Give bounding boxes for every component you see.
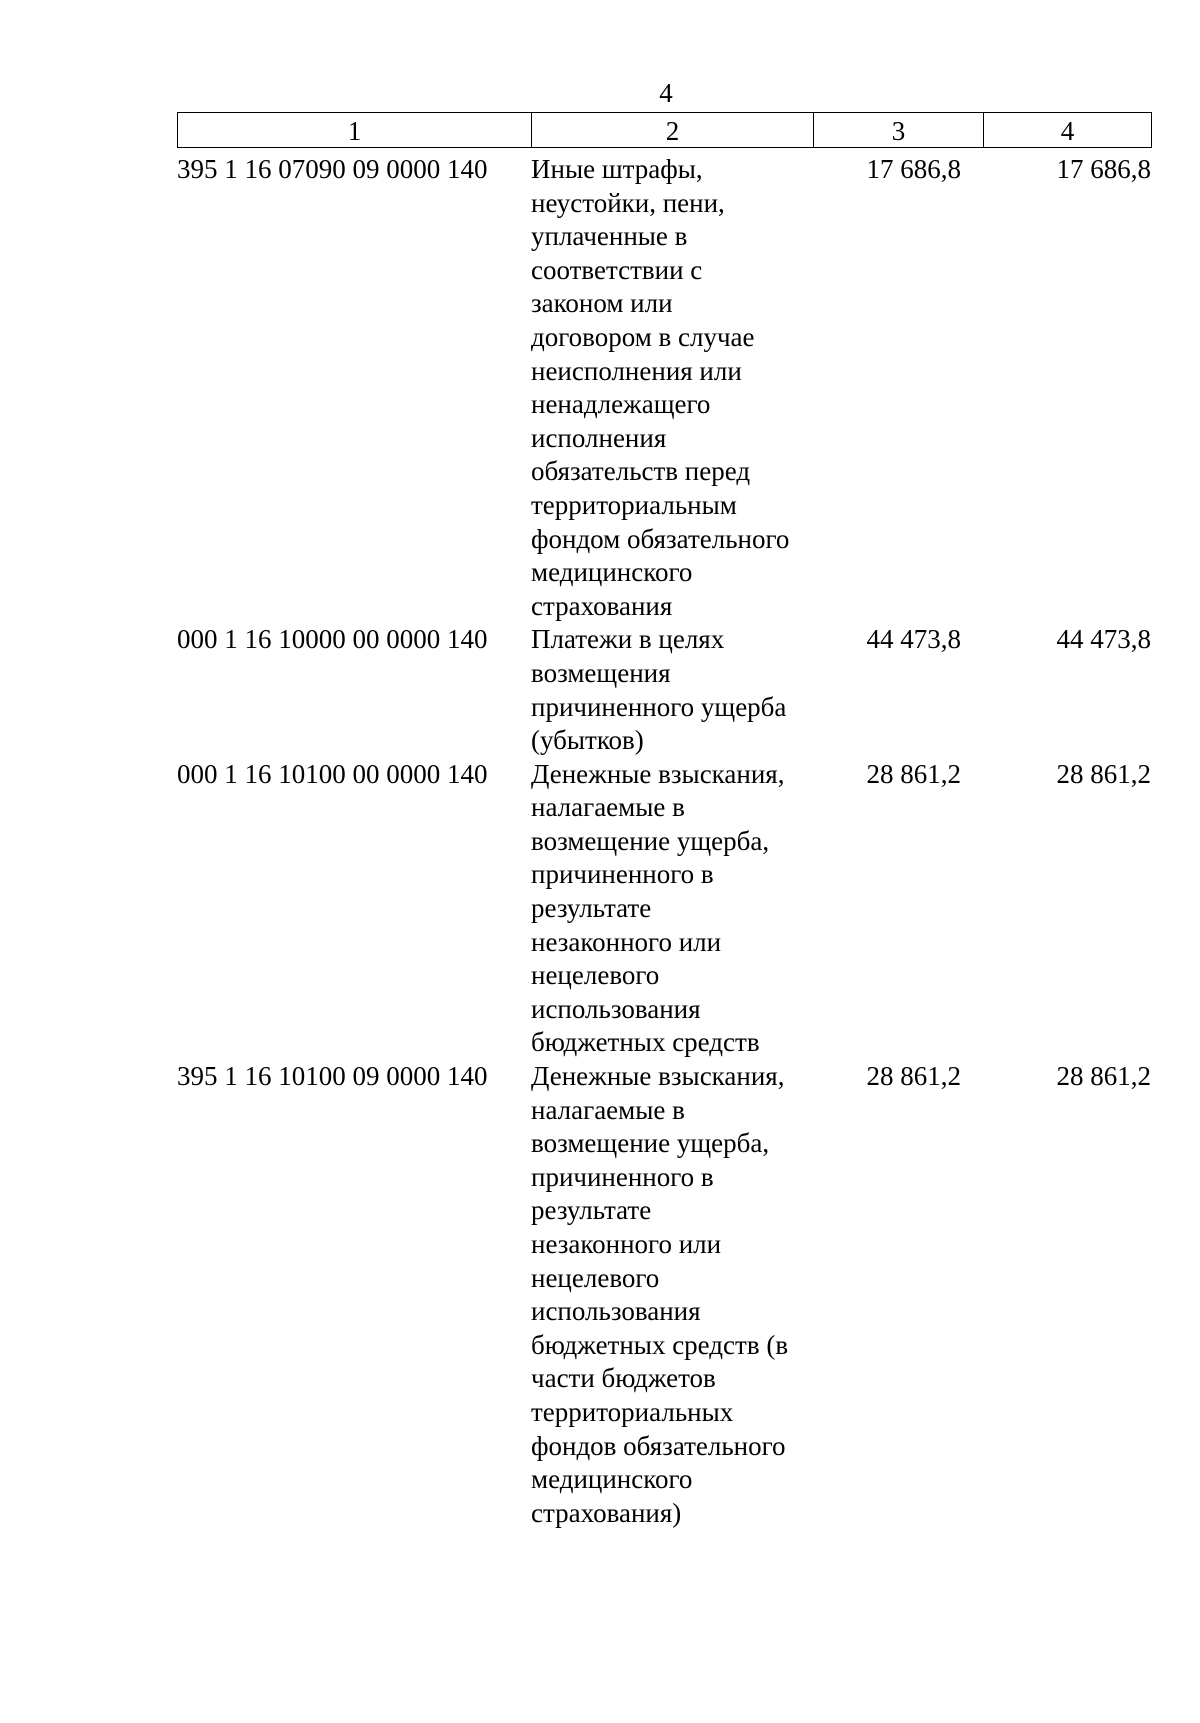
column-header-3: 3 — [814, 113, 984, 148]
page-number: 4 — [659, 78, 673, 108]
column-header-2: 2 — [532, 113, 814, 148]
table-row — [177, 153, 1151, 623]
budget-code: 395 1 16 07090 09 0000 140 — [177, 154, 488, 184]
amount-column-4: 28 861,2 — [1056, 1061, 1151, 1092]
column-header-row — [178, 113, 1152, 148]
income-name: Денежные взыскания, налагаемые в возмещение ущерба, причиненного в результате незаконного или нецелевого использования бюджетных средств — [531, 758, 785, 1058]
income-name: Денежные взыскания, налагаемые в возмещение ущерба, причиненного в результате незаконного или нецелевого использования бюджетных средств (в части бюджетов территориальных фондов обязательного медицинского страхования) — [531, 1061, 789, 1528]
budget-code: 000 1 16 10100 00 0000 140 — [177, 758, 488, 789]
table-body — [177, 153, 1151, 1530]
income-name: Платежи в целях возмещения причиненного ущерба (убытков) — [531, 624, 787, 756]
column-header-table — [177, 112, 1152, 148]
amount-column-4: 44 473,8 — [1056, 624, 1151, 655]
amount-column-3: 28 861,2 — [866, 758, 961, 789]
amount-column-3: 44 473,8 — [866, 624, 961, 655]
amount-column-3: 28 861,2 — [866, 1061, 961, 1092]
table-row — [177, 623, 1151, 757]
income-name: Иные штрафы, неустойки, пени, уплаченные в соответствии с законом или договором в случае неисполнения или ненадлежащего исполнения обязательств перед территориальным фондом обязательного медицинского страхования — [531, 154, 790, 621]
amount-column-3: 17 686,8 — [866, 154, 961, 184]
budget-code: 395 1 16 10100 09 0000 140 — [177, 1061, 488, 1092]
column-header-4: 4 — [984, 113, 1152, 148]
table-row — [177, 1060, 1151, 1530]
table-row — [177, 758, 1151, 1060]
budget-code: 000 1 16 10000 00 0000 140 — [177, 624, 488, 655]
column-header-1: 1 — [178, 113, 532, 148]
amount-column-4: 17 686,8 — [1056, 154, 1151, 184]
amount-column-4: 28 861,2 — [1056, 758, 1151, 789]
